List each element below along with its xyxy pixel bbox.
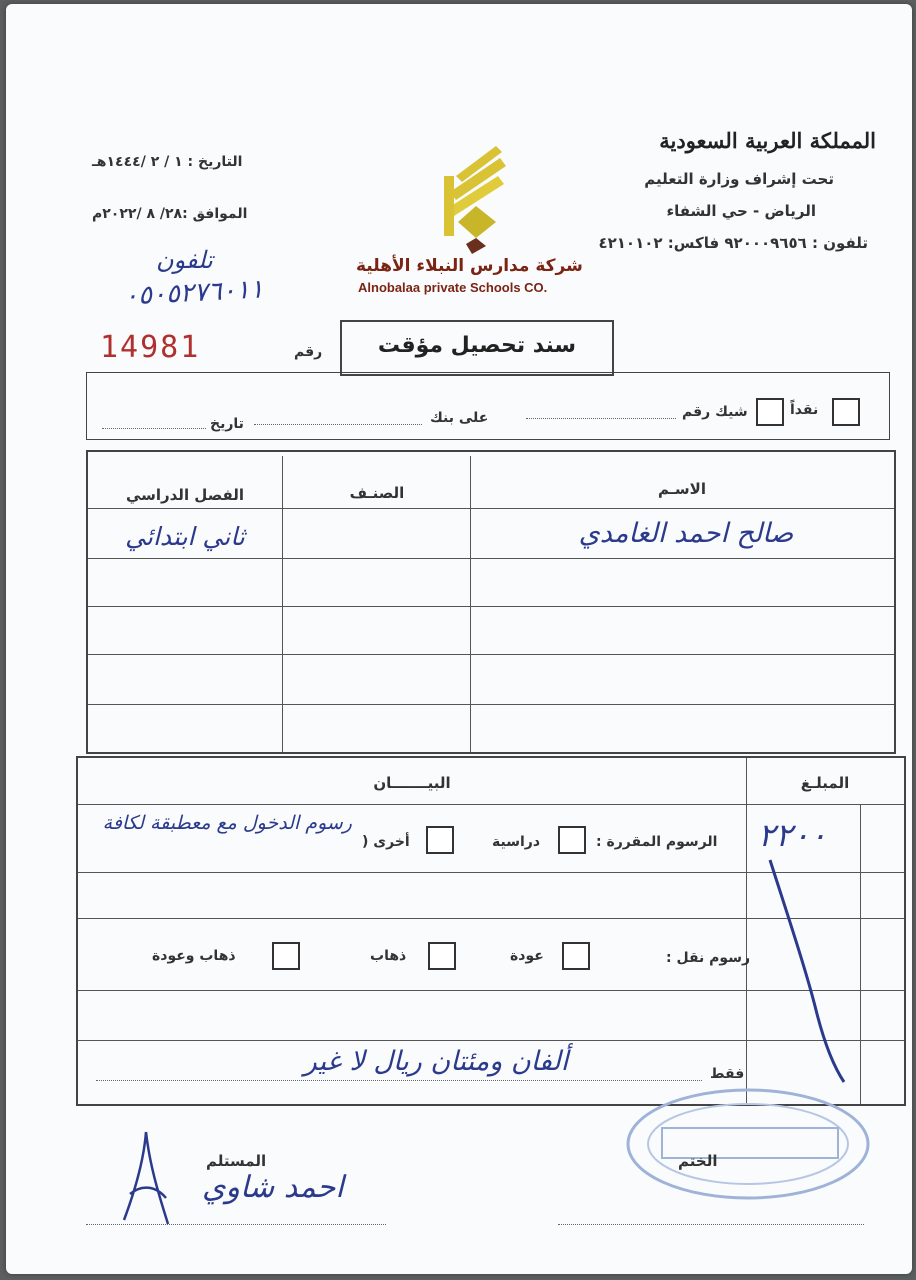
logo-name-english: Alnobalaa private Schools CO.: [358, 280, 548, 295]
header-semester: الفصل الدراسي: [125, 486, 245, 504]
fixed-fees-label: الرسوم المقررة :: [596, 834, 718, 850]
header-kingdom: المملكة العربية السعودية: [659, 128, 876, 153]
date-hijri: التاريخ : ١ / ٢ /١٤٤٤هـ: [92, 154, 243, 170]
header-grade: الصنـف: [349, 484, 405, 502]
receipt-number: 14981: [100, 330, 201, 365]
bank-label: على بنك: [430, 410, 489, 426]
amount-handwritten: ٢٢٠٠: [758, 816, 827, 854]
both-checkbox[interactable]: [272, 942, 300, 970]
receipt-number-label: رقم: [294, 344, 323, 360]
transport-label: رسوم نقل :: [666, 950, 751, 966]
return-label: عودة: [510, 948, 544, 964]
amount-header: المبلـغ: [800, 774, 850, 792]
cash-label: نقداً: [790, 402, 819, 418]
signature-icon: [116, 1128, 176, 1228]
table-row-name: صالح احمد الغامدي: [578, 518, 794, 549]
going-checkbox[interactable]: [428, 942, 456, 970]
return-checkbox[interactable]: [562, 942, 590, 970]
table-row-semester: ثاني ابتدائي: [125, 522, 245, 551]
study-label: دراسية: [492, 834, 541, 850]
handwritten-phone: ٠٥٠٥٢٧٦٠١١: [123, 274, 265, 312]
cash-checkbox[interactable]: [832, 398, 860, 426]
logo-name-arabic: شركة مدارس النبلاء الأهلية: [356, 256, 583, 276]
receipt-title-box: [340, 320, 614, 376]
bank-line: [254, 424, 422, 425]
header-phone: تلفون : ٩٢٠٠٠٩٦٥٦ فاكس: ٤٢١٠١٠٢: [598, 234, 868, 252]
date-line: [102, 428, 206, 429]
header-location: الرياض - حي الشفاء: [666, 202, 816, 220]
school-logo-icon: [436, 136, 516, 256]
amount-words-line: [96, 1080, 702, 1081]
cheque-number-line: [526, 418, 676, 419]
study-fees-checkbox[interactable]: [558, 826, 586, 854]
header-supervision: تحت إشراف وزارة التعليم: [644, 170, 834, 188]
receiver-label: المستلم: [206, 1152, 267, 1170]
other-fees-handwritten: رسوم الدخول مع معطبقة لكافة: [102, 812, 352, 834]
handwritten-note: تلفون: [156, 246, 213, 274]
both-label: ذهاب وعودة: [152, 948, 236, 964]
receipt-paper: [6, 4, 912, 1274]
receiver-signature: احمد شاوي: [202, 1170, 344, 1205]
date-gregorian: الموافق :٢٨/ ٨ /٢٠٢٢م: [92, 206, 248, 222]
cheque-label: شيك رقم: [682, 404, 748, 420]
other-fees-checkbox[interactable]: [426, 826, 454, 854]
stamp-icon: [618, 1084, 878, 1204]
date-label: تاريخ: [210, 416, 244, 432]
amount-words: ألفان ومئتان ريال لا غير: [303, 1046, 569, 1077]
statement-header: البيـــــــان: [373, 774, 451, 792]
going-label: ذهاب: [370, 948, 407, 964]
cheque-checkbox[interactable]: [756, 398, 784, 426]
amount-stroke: [756, 850, 856, 1090]
only-label: فقط: [710, 1066, 745, 1082]
header-name: الاسـم: [658, 480, 706, 498]
stamp-line: [558, 1224, 864, 1225]
stamp-label: الختم: [678, 1152, 718, 1170]
other-label: أخرى (: [362, 834, 410, 850]
receipt-title: سند تحصيل مؤقت: [377, 333, 577, 358]
